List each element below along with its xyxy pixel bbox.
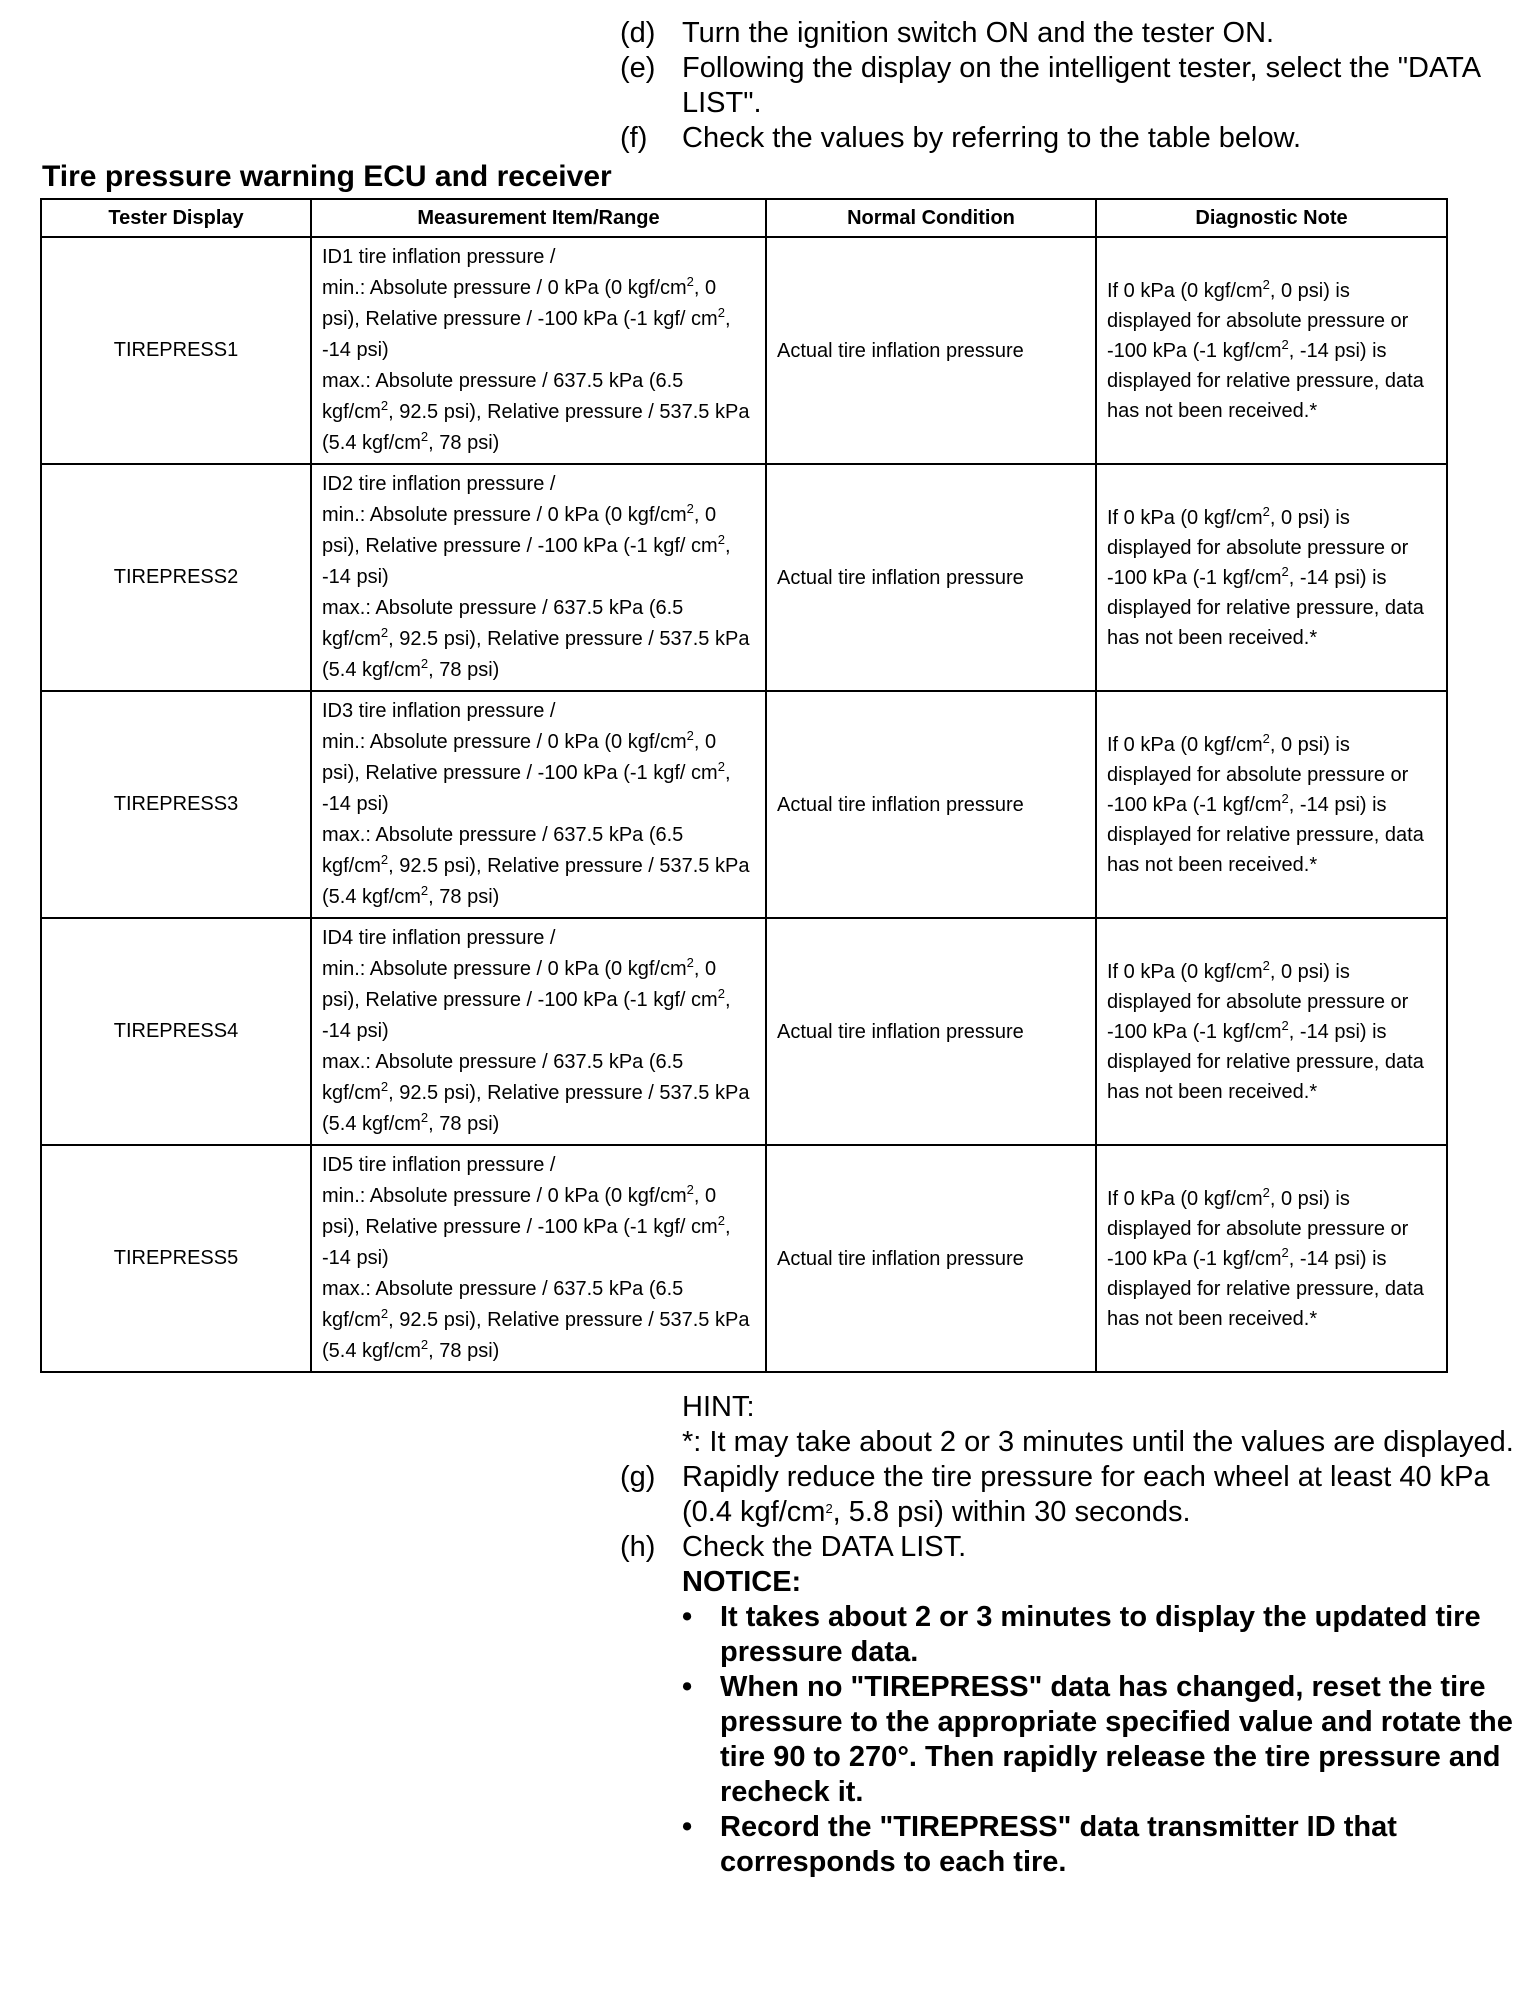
note-text: If 0 kPa (0 kgf/cm [1107, 960, 1263, 983]
table-row [41, 464, 1447, 691]
header-measurement-item: Measurement Item/Range [311, 199, 766, 237]
range-max [322, 593, 755, 686]
notice-text: It takes about 2 or 3 minutes to display the updated tire pressure data. [720, 1601, 1481, 1668]
step-text [682, 1460, 1520, 1530]
range-max-text: , 78 psi) [428, 432, 500, 454]
superscript: 2 [717, 986, 725, 1001]
note-text: , 0 psi) is displayed for absolute pressure or -100 kPa (-1 kgf/cm [1107, 506, 1409, 589]
superscript: 2 [420, 429, 429, 444]
bullet-icon: • [682, 1671, 693, 1703]
normal-condition-cell: Actual tire inflation pressure [766, 1145, 1096, 1372]
step-label: (h) [620, 1531, 656, 1563]
normal-condition-cell: Actual tire inflation pressure [766, 464, 1096, 691]
superscript: 2 [1262, 276, 1270, 292]
superscript: 2 [380, 1306, 389, 1321]
step-text: Check the DATA LIST. [682, 1531, 967, 1563]
range-max-text: max.: Absolute pressure / 637.5 kPa (6.5 kgf/cm [322, 1278, 684, 1331]
step-e [620, 51, 1520, 121]
tester-display-cell: TIREPRESS3 [41, 691, 311, 918]
item-title: ID5 tire inflation pressure / [322, 1154, 556, 1176]
range-max [322, 820, 755, 913]
step-h [620, 1530, 1520, 1565]
note-text: If 0 kPa (0 kgf/cm [1107, 506, 1263, 529]
superscript: 2 [717, 305, 725, 320]
tester-display-cell: TIREPRESS4 [41, 918, 311, 1145]
range-min-text: min.: Absolute pressure / 0 kPa (0 kgf/cm [322, 504, 687, 526]
note-text: , -14 psi) is displayed for relative pressure, data has not been received.* [1107, 339, 1424, 422]
range-min-text: , -14 psi) [322, 535, 731, 588]
range-min [322, 954, 755, 1047]
superscript: 2 [717, 1213, 725, 1228]
note-text: If 0 kPa (0 kgf/cm [1107, 733, 1263, 756]
superscript: 2 [686, 955, 694, 970]
range-min-text: min.: Absolute pressure / 0 kPa (0 kgf/cm [322, 277, 687, 299]
superscript: 2 [1281, 563, 1289, 579]
superscript: 2 [1262, 1184, 1270, 1200]
item-title: ID2 tire inflation pressure / [322, 473, 556, 495]
range-min-text: , 0 psi), Relative pressure / -100 kPa (-1 kgf/ cm [322, 1185, 718, 1238]
diagnostic-note-cell [1096, 1145, 1447, 1372]
range-min [322, 1181, 755, 1274]
range-min-text: min.: Absolute pressure / 0 kPa (0 kgf/cm [322, 1185, 687, 1207]
range-min-text: , -14 psi) [322, 989, 731, 1042]
superscript: 2 [686, 501, 694, 516]
notice-text: Record the "TIREPRESS" data transmitter ID that corresponds to each tire. [720, 1811, 1397, 1878]
header-tester-display: Tester Display [41, 199, 311, 237]
superscript: 2 [1281, 336, 1289, 352]
superscript: 2 [1281, 790, 1289, 806]
range-max-text: max.: Absolute pressure / 637.5 kPa (6.5 kgf/cm [322, 1051, 684, 1104]
range-min-text: , -14 psi) [322, 1216, 731, 1269]
range-max-text: , 92.5 psi), Relative pressure / 537.5 kPa (5.4 kgf/cm [322, 855, 750, 908]
diagnostic-note-cell [1096, 918, 1447, 1145]
table-row [41, 1145, 1447, 1372]
notice-item [682, 1810, 1520, 1880]
superscript: 2 [717, 532, 725, 547]
range-max-text: , 92.5 psi), Relative pressure / 537.5 kPa (5.4 kgf/cm [322, 628, 750, 681]
hint-text: *: It may take about 2 or 3 minutes until the values are displayed. [682, 1426, 1514, 1458]
note-text: If 0 kPa (0 kgf/cm [1107, 1187, 1263, 1210]
measurement-range-cell [311, 237, 766, 464]
superscript: 2 [380, 398, 389, 413]
notice-text: When no "TIREPRESS" data has changed, reset the tire pressure to the appropriate specified value and rotate the tire 90 to 270°. Then rapidly release the tire pressure and recheck it. [720, 1671, 1513, 1808]
superscript: 2 [1281, 1017, 1289, 1033]
range-max-text: , 78 psi) [428, 886, 500, 908]
range-min-text: , 0 psi), Relative pressure / -100 kPa (-1 kgf/ cm [322, 504, 718, 557]
diagnostic-note-cell [1096, 237, 1447, 464]
header-diagnostic-note: Diagnostic Note [1096, 199, 1447, 237]
range-min-text: , -14 psi) [322, 308, 731, 361]
superscript: 2 [1262, 957, 1270, 973]
step-label: (e) [620, 52, 656, 84]
note-text: , -14 psi) is displayed for relative pressure, data has not been received.* [1107, 566, 1424, 649]
superscript: 2 [686, 1182, 694, 1197]
header-normal-condition: Normal Condition [766, 199, 1096, 237]
normal-condition-cell: Actual tire inflation pressure [766, 918, 1096, 1145]
normal-condition-cell: Actual tire inflation pressure [766, 237, 1096, 464]
range-max-text: , 92.5 psi), Relative pressure / 537.5 kPa (5.4 kgf/cm [322, 401, 750, 454]
range-min-text: , 0 psi), Relative pressure / -100 kPa (-1 kgf/ cm [322, 277, 718, 330]
step-f [620, 121, 1520, 156]
item-title: ID1 tire inflation pressure / [322, 246, 556, 268]
superscript: 2 [686, 274, 694, 289]
step-text: Check the values by referring to the table below. [682, 122, 1302, 154]
measurement-range-cell [311, 1145, 766, 1372]
superscript: 2 [380, 852, 389, 867]
item-title: ID3 tire inflation pressure / [322, 700, 556, 722]
range-min-text: , 0 psi), Relative pressure / -100 kPa (-1 kgf/ cm [322, 731, 718, 784]
table-header-row [41, 199, 1447, 237]
superscript: 2 [1281, 1244, 1289, 1260]
table-row [41, 918, 1447, 1145]
item-title: ID4 tire inflation pressure / [322, 927, 556, 949]
steps-top [620, 16, 1520, 156]
range-min [322, 500, 755, 593]
superscript: 2 [420, 1110, 429, 1125]
note-text: , 0 psi) is displayed for absolute pressure or -100 kPa (-1 kgf/cm [1107, 960, 1409, 1043]
range-max-text: max.: Absolute pressure / 637.5 kPa (6.5 kgf/cm [322, 824, 684, 877]
superscript: 2 [380, 625, 389, 640]
superscript: 2 [420, 883, 429, 898]
superscript: 2 [717, 759, 725, 774]
range-max [322, 1047, 755, 1140]
bullet-icon: • [682, 1601, 693, 1633]
range-min [322, 273, 755, 366]
range-min-text: , -14 psi) [322, 762, 731, 815]
step-label: (d) [620, 17, 656, 49]
table-row [41, 691, 1447, 918]
note-text: , -14 psi) is displayed for relative pressure, data has not been received.* [1107, 793, 1424, 876]
bullet-icon: • [682, 1811, 693, 1843]
step-label: (g) [620, 1461, 656, 1493]
range-max-text: , 78 psi) [428, 659, 500, 681]
measurement-range-cell [311, 918, 766, 1145]
superscript: 2 [420, 656, 429, 671]
measurement-range-cell [311, 464, 766, 691]
range-min-text: min.: Absolute pressure / 0 kPa (0 kgf/cm [322, 731, 687, 753]
data-list-table [40, 198, 1448, 1373]
range-max-text: , 78 psi) [428, 1113, 500, 1135]
range-max-text: max.: Absolute pressure / 637.5 kPa (6.5 kgf/cm [322, 370, 684, 423]
note-text: , 0 psi) is displayed for absolute pressure or -100 kPa (-1 kgf/cm [1107, 733, 1409, 816]
range-max-text: , 92.5 psi), Relative pressure / 537.5 kPa (5.4 kgf/cm [322, 1082, 750, 1135]
superscript: 2 [1262, 730, 1270, 746]
notice-list [620, 1600, 1520, 1880]
range-max-text: , 78 psi) [428, 1340, 500, 1362]
step-label: (f) [620, 122, 648, 154]
tester-display-cell: TIREPRESS2 [41, 464, 311, 691]
range-min-text: min.: Absolute pressure / 0 kPa (0 kgf/cm [322, 958, 687, 980]
diagnostic-note-cell [1096, 464, 1447, 691]
diagnostic-note-cell [1096, 691, 1447, 918]
table-row [41, 237, 1447, 464]
tester-display-cell: TIREPRESS1 [41, 237, 311, 464]
steps-bottom [620, 1390, 1520, 1880]
step-text: Turn the ignition switch ON and the tester ON. [682, 17, 1275, 49]
superscript: 2 [1262, 503, 1270, 519]
step-text: Following the display on the intelligent tester, select the "DATA LIST". [682, 52, 1480, 119]
superscript: 2 [825, 1501, 833, 1516]
step-d [620, 16, 1520, 51]
superscript: 2 [420, 1337, 429, 1352]
notice-label: NOTICE: [682, 1566, 802, 1598]
step-g-text-a: Rapidly reduce the tire pressure for each wheel at least 40 kPa (0.4 kgf/cm [682, 1461, 1490, 1528]
superscript: 2 [380, 1079, 389, 1094]
range-max [322, 366, 755, 459]
range-max-text: max.: Absolute pressure / 637.5 kPa (6.5 kgf/cm [322, 597, 684, 650]
notice-item [682, 1670, 1520, 1810]
range-min [322, 727, 755, 820]
note-text: If 0 kPa (0 kgf/cm [1107, 279, 1263, 302]
note-text: , 0 psi) is displayed for absolute pressure or -100 kPa (-1 kgf/cm [1107, 279, 1409, 362]
note-text: , -14 psi) is displayed for relative pressure, data has not been received.* [1107, 1247, 1424, 1330]
normal-condition-cell: Actual tire inflation pressure [766, 691, 1096, 918]
range-min-text: , 0 psi), Relative pressure / -100 kPa (-1 kgf/ cm [322, 958, 718, 1011]
notice-item [682, 1600, 1520, 1670]
range-max-text: , 92.5 psi), Relative pressure / 537.5 kPa (5.4 kgf/cm [322, 1309, 750, 1362]
superscript: 2 [686, 728, 694, 743]
range-max [322, 1274, 755, 1367]
tester-display-cell: TIREPRESS5 [41, 1145, 311, 1372]
hint-label: HINT: [682, 1391, 755, 1423]
measurement-range-cell [311, 691, 766, 918]
section-title: Tire pressure warning ECU and receiver [42, 160, 612, 193]
note-text: , 0 psi) is displayed for absolute pressure or -100 kPa (-1 kgf/cm [1107, 1187, 1409, 1270]
step-g-text-b: , 5.8 psi) within 30 seconds. [832, 1496, 1191, 1528]
step-g [620, 1460, 1520, 1530]
note-text: , -14 psi) is displayed for relative pressure, data has not been received.* [1107, 1020, 1424, 1103]
